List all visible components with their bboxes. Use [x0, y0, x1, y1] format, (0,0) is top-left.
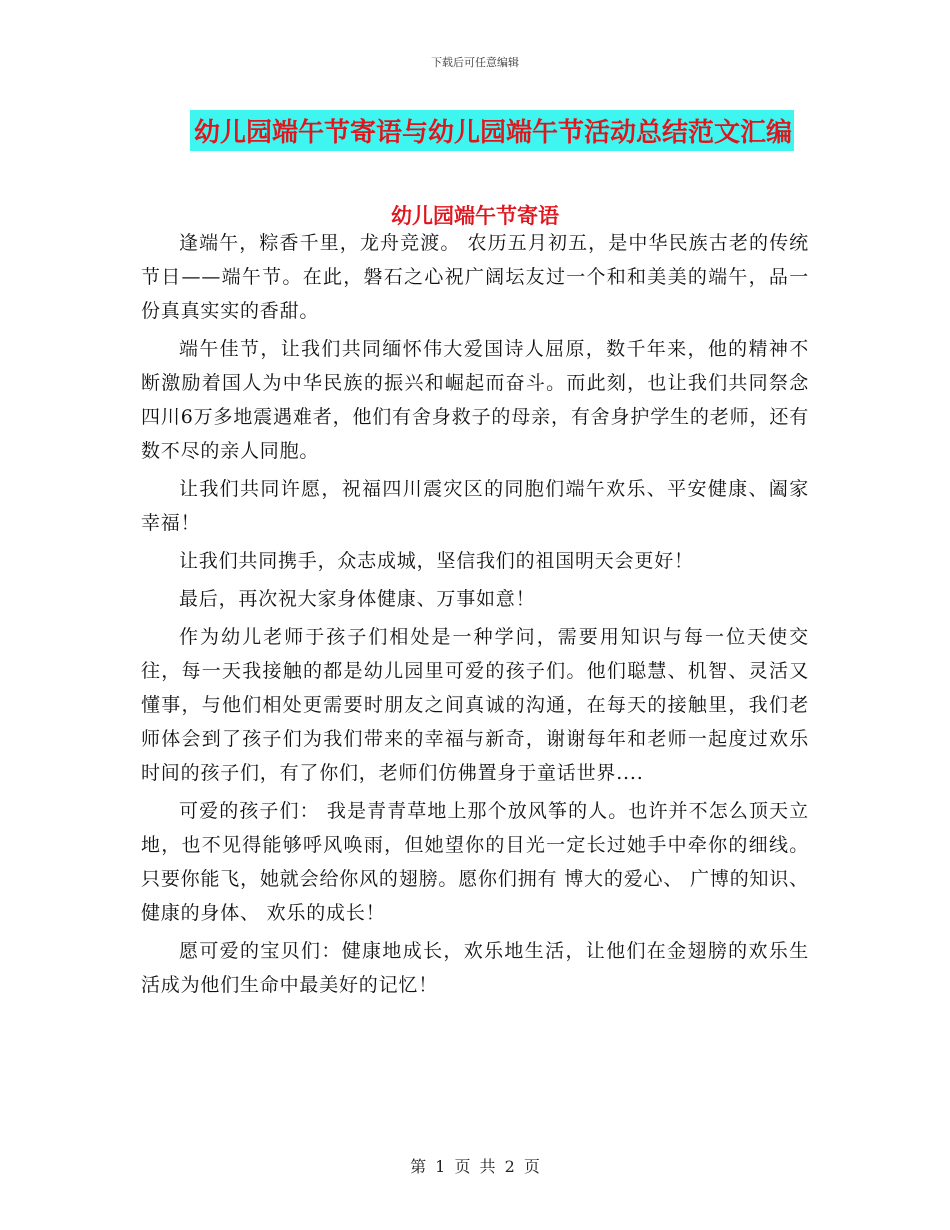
document-body	[141, 226, 809, 1006]
paragraph: 可爱的孩子们： 我是青青草地上那个放风筝的人。也许并不怎么顶天立地，也不见得能够呼风唤雨，但她望你的目光一定长过她手中牵你的细线。只要你能飞，她就会给你风的翅膀。愿你们拥有 博大的爱心、 广博的知识、 健康的身体、 欢乐的成长！	[141, 800, 809, 924]
section-title: 幼儿园端午节寄语	[391, 203, 559, 228]
paragraph: 作为幼儿老师于孩子们相处是一种学问，需要用知识与每一位天使交往，每一天我接触的都是幼儿园里可爱的孩子们。他们聪慧、机智、灵活又懂事，与他们相处更需要时朋友之间真诚的沟通，在每天的接触里，我们老师体会到了孩子们为我们带来的幸福与新奇，谢谢每年和老师一起度过欢乐时间的孩子们，有了你们，老师们仿佛置身于童话世界....	[141, 626, 809, 784]
paragraph: 让我们共同许愿，祝福四川震灾区的同胞们端午欢乐、平安健康、阖家幸福！	[141, 478, 809, 534]
paragraph: 愿可爱的宝贝们：健康地成长，欢乐地生活，让他们在金翅膀的欢乐生活成为他们生命中最美好的记忆！	[141, 940, 809, 996]
header-note: 下载后可任意编辑	[431, 56, 519, 69]
paragraph: 最后，再次祝大家身体健康、万事如意！	[179, 588, 536, 610]
paragraph: 逢端午，粽香千里，龙舟竞渡。 农历五月初五，是中华民族古老的传统节日——端午节。在此，磐石之心祝广阔坛友过一个和和美美的端午，品一份真真实实的香甜。	[141, 232, 809, 322]
document-title: 幼儿园端午节寄语与幼儿园端午节活动总结范文汇编	[190, 110, 794, 151]
paragraph: 端午佳节，让我们共同缅怀伟大爱国诗人屈原，数千年来，他的精神不断激励着国人为中华民族的振兴和崛起而奋斗。而此刻，也让我们共同祭念四川6万多地震遇难者，他们有舍身救子的母亲，有舍身护学生的老师，还有数不尽的亲人同胞。	[141, 338, 809, 462]
page-number-footer: 第 1 页 共 2 页	[410, 1157, 540, 1176]
paragraph: 让我们共同携手，众志成城，坚信我们的祖国明天会更好！	[179, 550, 694, 572]
